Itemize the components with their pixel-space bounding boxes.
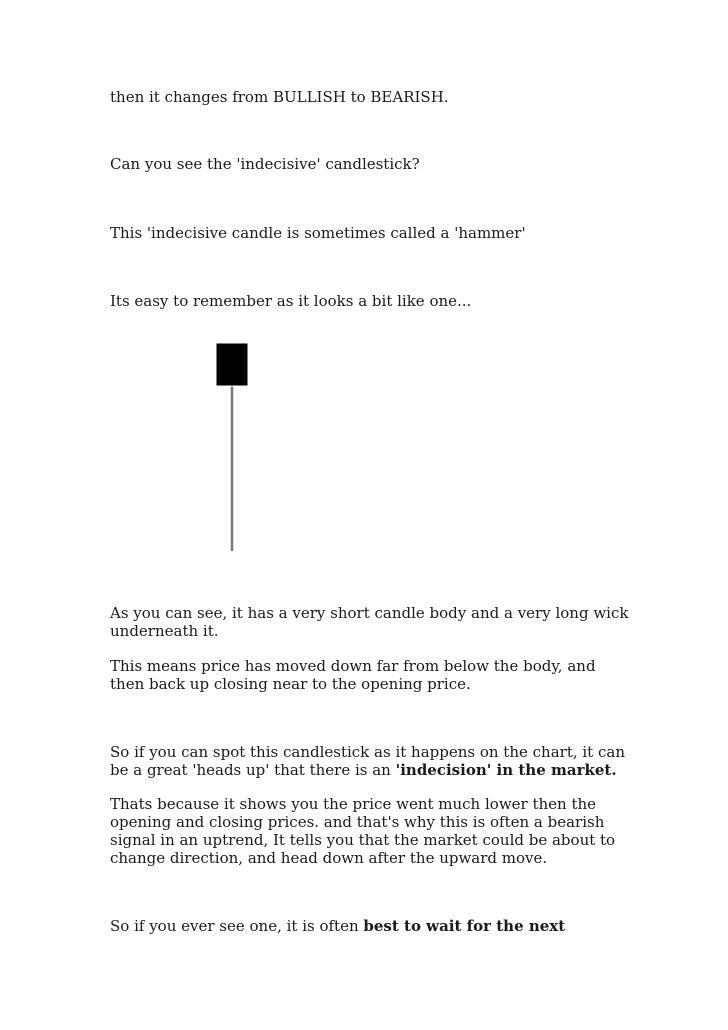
paragraph-wait — [110, 917, 630, 935]
text-line-bullish-bearish: then it changes from BULLISH to BEARISH. — [110, 88, 449, 106]
text-line-indecisive-question: Can you see the 'indecisive' candlestick? — [110, 155, 420, 173]
wait-text: So if you ever see one, it is often — [110, 917, 364, 935]
paragraph-short-body: As you can see, it has a very short candle body and a very long wick underneath it. — [110, 604, 629, 640]
heads-up-bold-text: 'indecision' in the market. — [395, 761, 617, 779]
text-line-hammer-name: This 'indecisive candle is sometimes called a 'hammer' — [110, 224, 526, 242]
paragraph-heads-up — [110, 743, 630, 779]
paragraph-bearish-signal: Thats because it shows you the price went much lower then the opening and closing prices. and that's why this is often a bearish signal in an uptrend, It tells you that the market could be about to change direction, and head down after the upward move. — [110, 795, 616, 867]
paragraph-price-moved: This means price has moved down far from below the body, and then back up closing near to the opening price. — [110, 657, 596, 693]
wait-bold-text: best to wait for the next — [363, 917, 566, 935]
text-line-remember: Its easy to remember as it looks a bit like one... — [110, 292, 472, 310]
hammer-candlestick-illustration — [200, 335, 270, 565]
candlestick-body — [216, 343, 248, 386]
heads-up-text: So if you can spot this candlestick as it happens on the chart, it can be a great 'heads up' that there is an — [110, 743, 625, 779]
